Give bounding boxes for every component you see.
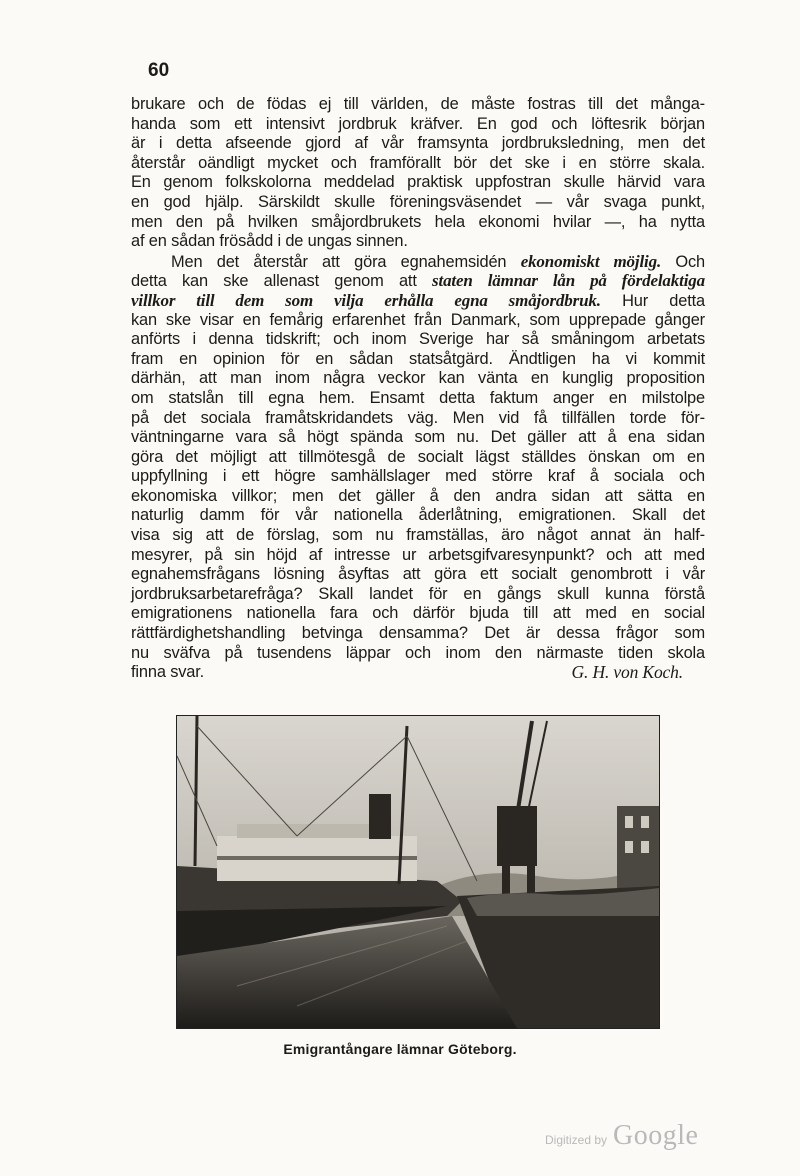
- text-line: uppfyllning i ett högre samhällslager med större kraf å sociala och: [131, 467, 705, 486]
- paragraph-2-line-1: [131, 252, 705, 272]
- paragraph-2-line-2: [131, 271, 705, 291]
- article-body: [131, 95, 705, 683]
- text-line: på det sociala framåtskridandets väg. Men vid få tillfällen torde för-: [131, 408, 705, 427]
- text-line: jordbruksarbetarefråga? Skall landet för en gångs skull kunna förstå: [131, 584, 705, 603]
- closing-text: finna svar.: [131, 663, 205, 682]
- closing-line: [131, 663, 705, 683]
- watermark-brand: Google: [613, 1120, 699, 1151]
- text-line: återstår oändligt mycket och framförallt bör det ske i en större skala.: [131, 153, 705, 172]
- text-line: men den på hvilken småjordbrukets hela ekonomi hvilar —, ha nytta: [131, 212, 705, 231]
- emphasis-run: ekonomiskt möjlig.: [520, 251, 662, 271]
- text-line: En genom folkskolorna meddelad praktisk uppfostran skulle härvid vara: [131, 173, 705, 192]
- text-line: emigrationens nationella fara och därför bjuda till att med en social: [131, 604, 705, 623]
- text-line: egnahemsfrågans lösning åsyftas att göra ett socialt genombrott i vår: [131, 565, 705, 584]
- emphasis-run: staten lämnar lån på fördelaktiga: [432, 271, 705, 291]
- author-signature: G. H. von Koch.: [571, 662, 683, 683]
- photo-caption: Emigrantångare lämnar Göteborg.: [283, 1041, 517, 1057]
- text-line: göra det möjligt att tillmötesgå de socialt lägst ställdes önskan om en: [131, 447, 705, 466]
- text-line: kan ske visar en femårig erfarenhet från Danmark, som upprepade gånger: [131, 310, 705, 329]
- text-line: är i detta afseende gjord af vår framsynta jordbruksledning, men det: [131, 134, 705, 153]
- text-line: visa sig att de förslag, som nu framställas, äro något annat än half-: [131, 526, 705, 545]
- page-number: 60: [148, 60, 170, 81]
- text-line: handa som ett intensivt jordbruk kräfver. En god och löftesrik början: [131, 114, 705, 133]
- text-line: ekonomiska villkor; men det gäller å den andra sidan att sätta en: [131, 486, 705, 505]
- text-line: naturlig damm för vår nationella åderlåtning, emigrationen. Skall det: [131, 506, 705, 525]
- text-run: Och: [661, 252, 705, 271]
- watermark-prefix: Digitized by: [545, 1133, 608, 1147]
- text-run: Hur detta: [600, 291, 705, 310]
- emphasis-run: villkor till dem som vilja erhålla egna småjordbruk.: [131, 290, 601, 310]
- text-line: mesyrer, på sin höjd af intresse ur arbetsgifvaresynpunkt? och att med: [131, 545, 705, 564]
- text-line: af en sådan frösådd i de ungas sinnen.: [131, 232, 408, 251]
- text-line: anförts i denna tidskrift; och inom Sverige har så småningom arbetats: [131, 330, 705, 349]
- text-run: detta kan ske allenast genom att: [131, 272, 433, 291]
- text-line: brukare och de födas ej till världen, de måste fostras till det många-: [131, 95, 705, 113]
- text-line: därhän, att man inom några veckor kan vänta en kunglig proposition: [131, 369, 705, 388]
- text-run: Men det återstår att göra egnahemsidén: [171, 252, 521, 271]
- paragraph-2-line-3: [131, 291, 705, 311]
- text-line: väntningarne vara så högt spända som nu. Det gäller att å ena sidan: [131, 428, 705, 447]
- text-line: nu sväfva på tusendens läppar och inom den närmaste tiden skola: [131, 643, 705, 662]
- text-line: fram en opinion för en sådan statsåtgärd. Ändtligen ha vi kommit: [131, 349, 705, 368]
- text-line: om statslån till egna hem. Ensamt detta faktum anger en milstolpe: [131, 388, 705, 407]
- text-line: rättfärdighetshandling betvinga densamma? Det är dessa frågor som: [131, 624, 705, 643]
- text-line: en god hjälp. Särskildt skulle föreningsväsendet — vår svaga punkt,: [131, 192, 705, 211]
- emigrant-ship-photo: [176, 715, 660, 1029]
- digitized-watermark: [545, 1120, 698, 1152]
